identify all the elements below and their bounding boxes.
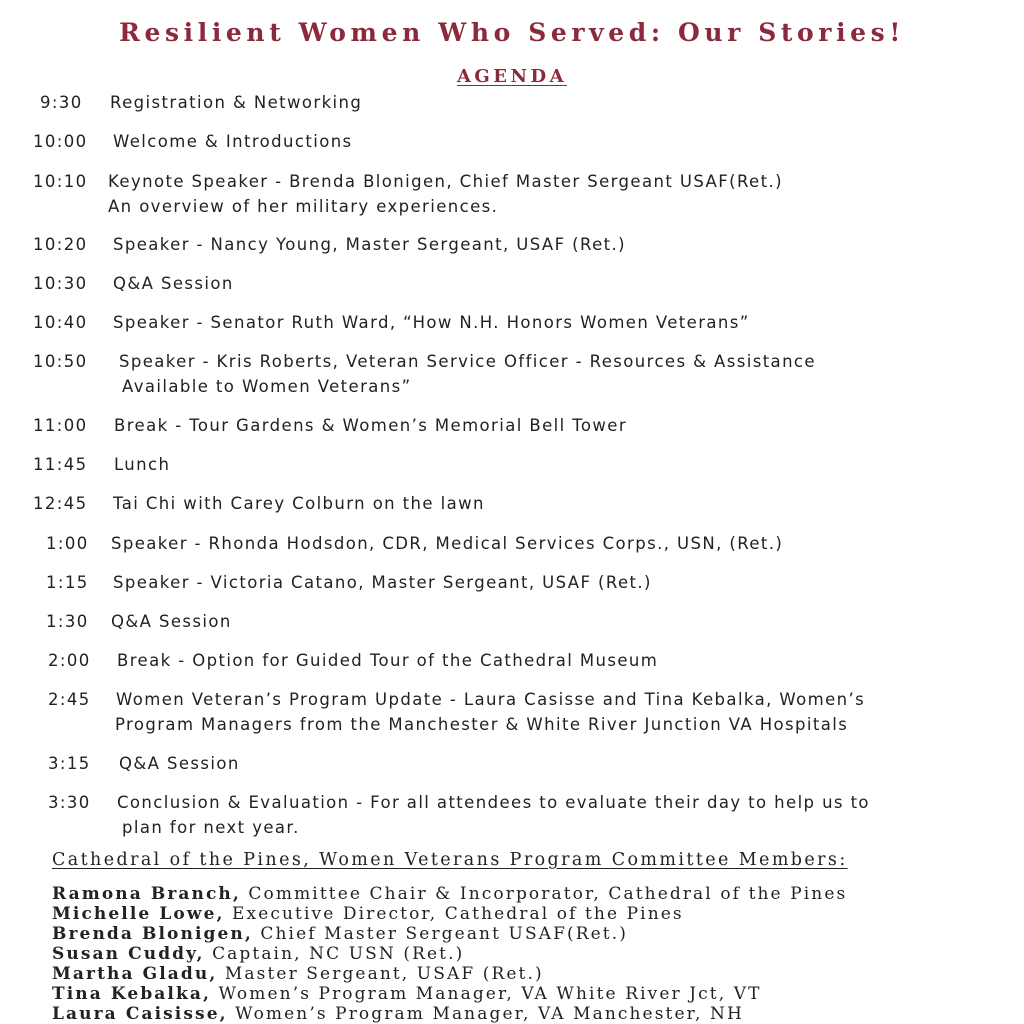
member-name: Michelle Lowe, xyxy=(52,904,225,924)
member-name: Tina Kebalka, xyxy=(52,984,211,1004)
agenda-time: 1:15 xyxy=(46,573,89,592)
agenda-description: Speaker - Kris Roberts, Veteran Service Officer - Resources & Assistance Available to Women Veterans” xyxy=(119,352,816,396)
committee-heading: Cathedral of the Pines, Women Veterans Program Committee Members: xyxy=(52,850,848,870)
committee-member xyxy=(52,984,848,1004)
agenda-time: 10:10 xyxy=(33,172,88,191)
agenda-description: Speaker - Rhonda Hodsdon, CDR, Medical Services Corps., USN, (Ret.) xyxy=(111,534,784,553)
agenda-time: 12:45 xyxy=(33,494,88,513)
agenda-description: Speaker - Senator Ruth Ward, “How N.H. Honors Women Veterans” xyxy=(113,313,750,332)
member-name: Laura Caisisse, xyxy=(52,1004,228,1024)
agenda-description: Speaker - Nancy Young, Master Sergeant, USAF (Ret.) xyxy=(113,235,627,254)
agenda-description: Keynote Speaker - Brenda Blonigen, Chief Master Sergeant USAF(Ret.) An overview of her military experiences. xyxy=(108,172,783,216)
committee-member xyxy=(52,884,848,904)
agenda-time: 9:30 xyxy=(40,93,83,112)
agenda-time: 10:40 xyxy=(33,313,88,332)
agenda-description: Q&A Session xyxy=(119,754,240,773)
agenda-time: 10:50 xyxy=(33,352,88,371)
member-name: Brenda Blonigen, xyxy=(52,924,253,944)
agenda-description: Speaker - Victoria Catano, Master Sergeant, USAF (Ret.) xyxy=(113,573,652,592)
committee-member xyxy=(52,1004,848,1024)
agenda-time: 1:30 xyxy=(46,612,89,631)
agenda-time: 3:15 xyxy=(48,754,91,773)
member-role: Executive Director, Cathedral of the Pines xyxy=(232,904,684,924)
agenda-description: Tai Chi with Carey Colburn on the lawn xyxy=(113,494,485,513)
agenda-description: Q&A Session xyxy=(111,612,232,631)
agenda-time: 11:00 xyxy=(33,416,88,435)
agenda-time: 3:30 xyxy=(48,793,91,812)
agenda-description: Break - Option for Guided Tour of the Cathedral Museum xyxy=(117,651,659,670)
agenda-time: 2:45 xyxy=(48,690,91,709)
member-role: Women’s Program Manager, VA White River Jct, VT xyxy=(218,984,762,1004)
agenda-time: 10:20 xyxy=(33,235,88,254)
agenda-time: 11:45 xyxy=(33,455,88,474)
agenda-description: Registration & Networking xyxy=(110,93,363,112)
agenda-description: Lunch xyxy=(114,455,171,474)
agenda-time: 1:00 xyxy=(46,534,89,553)
agenda-description: Welcome & Introductions xyxy=(113,132,353,151)
member-name: Susan Cuddy, xyxy=(52,944,205,964)
agenda-time: 10:00 xyxy=(33,132,88,151)
agenda-description: Conclusion & Evaluation - For all attendees to evaluate their day to help us to plan for next year. xyxy=(117,793,870,837)
committee-member xyxy=(52,904,848,924)
member-role: Committee Chair & Incorporator, Cathedral of the Pines xyxy=(248,884,848,904)
member-role: Chief Master Sergeant USAF(Ret.) xyxy=(260,924,628,944)
agenda-time: 10:30 xyxy=(33,274,88,293)
agenda-description: Women Veteran’s Program Update - Laura Casisse and Tina Kebalka, Women’s Program Managers from the Manchester & White River Junction VA Hospitals xyxy=(115,690,866,734)
member-name: Ramona Branch, xyxy=(52,884,241,904)
agenda-description: Q&A Session xyxy=(113,274,234,293)
member-role: Women’s Program Manager, VA Manchester, NH xyxy=(235,1004,744,1024)
committee-member xyxy=(52,964,848,984)
agenda-heading: AGENDA xyxy=(456,66,568,87)
member-name: Martha Gladu, xyxy=(52,964,218,984)
agenda-description: Break - Tour Gardens & Women’s Memorial Bell Tower xyxy=(114,416,628,435)
member-role: Captain, NC USN (Ret.) xyxy=(212,944,465,964)
agenda-time: 2:00 xyxy=(48,651,91,670)
member-role: Master Sergeant, USAF (Ret.) xyxy=(224,964,544,984)
committee-member xyxy=(52,944,848,964)
committee-section xyxy=(52,850,848,1024)
committee-member xyxy=(52,924,848,944)
event-title: Resilient Women Who Served: Our Stories! xyxy=(119,18,905,47)
